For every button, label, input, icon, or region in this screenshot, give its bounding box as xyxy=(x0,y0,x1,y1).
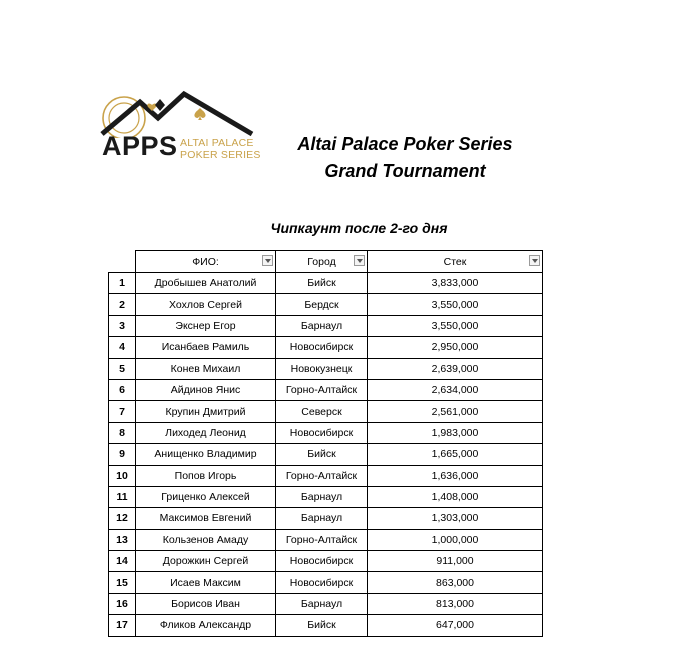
table-row xyxy=(109,529,543,550)
rank-cell: 17 xyxy=(109,615,136,636)
name-cell: Дорожкин Сергей xyxy=(136,551,276,572)
table-row xyxy=(109,486,543,507)
city-cell: Новокузнецк xyxy=(276,358,368,379)
stack-cell: 911,000 xyxy=(368,551,543,572)
logo-line2-text: POKER SERIES xyxy=(180,149,261,161)
rank-cell: 5 xyxy=(109,358,136,379)
header-name-cell xyxy=(136,251,276,273)
city-cell: Бийск xyxy=(276,615,368,636)
name-cell: Максимов Евгений xyxy=(136,508,276,529)
city-cell: Бердск xyxy=(276,294,368,315)
table-row xyxy=(109,551,543,572)
table-row xyxy=(109,294,543,315)
header-row xyxy=(109,251,543,273)
table-row xyxy=(109,465,543,486)
name-cell: Фликов Александр xyxy=(136,615,276,636)
stack-cell: 1,983,000 xyxy=(368,422,543,443)
table-row xyxy=(109,337,543,358)
rank-cell: 7 xyxy=(109,401,136,422)
stack-cell: 1,303,000 xyxy=(368,508,543,529)
stack-cell: 3,550,000 xyxy=(368,294,543,315)
name-cell: Попов Игорь xyxy=(136,465,276,486)
city-cell: Горно-Алтайск xyxy=(276,379,368,400)
header-name-label: ФИО: xyxy=(192,255,219,268)
dropdown-arrow-icon[interactable] xyxy=(354,255,365,266)
stack-cell: 1,665,000 xyxy=(368,444,543,465)
title-line1: Altai Palace Poker Series xyxy=(297,134,513,154)
chipcount-table xyxy=(108,250,543,637)
city-cell: Барнаул xyxy=(276,508,368,529)
table-row xyxy=(109,572,543,593)
stack-cell: 2,634,000 xyxy=(368,379,543,400)
stack-cell: 3,833,000 xyxy=(368,273,543,294)
table-row xyxy=(109,615,543,636)
header-stack-label: Стек xyxy=(443,255,467,268)
city-cell: Бийск xyxy=(276,444,368,465)
table-row xyxy=(109,508,543,529)
header-city-cell xyxy=(276,251,368,273)
rank-cell: 6 xyxy=(109,379,136,400)
rank-cell: 1 xyxy=(109,273,136,294)
city-cell: Барнаул xyxy=(276,315,368,336)
city-cell: Новосибирск xyxy=(276,551,368,572)
rank-cell: 8 xyxy=(109,422,136,443)
name-cell: Исанбаев Рамиль xyxy=(136,337,276,358)
city-cell: Бийск xyxy=(276,273,368,294)
dropdown-arrow-icon[interactable] xyxy=(529,255,540,266)
name-cell: Конев Михаил xyxy=(136,358,276,379)
rank-cell: 2 xyxy=(109,294,136,315)
name-cell: Борисов Иван xyxy=(136,593,276,614)
name-cell: Анищенко Владимир xyxy=(136,444,276,465)
stack-cell: 2,950,000 xyxy=(368,337,543,358)
table-row xyxy=(109,273,543,294)
name-cell: Гриценко Алексей xyxy=(136,486,276,507)
dropdown-arrow-icon[interactable] xyxy=(262,255,273,266)
stack-cell: 1,636,000 xyxy=(368,465,543,486)
name-cell: Дробышев Анатолий xyxy=(136,273,276,294)
subtitle: Чипкаунт после 2-го дня xyxy=(270,220,448,236)
logo-brand-text: APPS xyxy=(102,131,178,161)
rank-cell: 16 xyxy=(109,593,136,614)
rank-cell: 15 xyxy=(109,572,136,593)
city-cell: Барнаул xyxy=(276,486,368,507)
logo-line1-text: ALTAI PALACE xyxy=(180,137,254,149)
city-cell: Новосибирск xyxy=(276,572,368,593)
rank-cell: 10 xyxy=(109,465,136,486)
name-cell: Экснер Егор xyxy=(136,315,276,336)
stack-cell: 2,639,000 xyxy=(368,358,543,379)
name-cell: Айдинов Янис xyxy=(136,379,276,400)
table-row xyxy=(109,358,543,379)
rank-cell: 3 xyxy=(109,315,136,336)
table-row xyxy=(109,379,543,400)
table-row xyxy=(109,315,543,336)
city-cell: Новосибирск xyxy=(276,422,368,443)
name-cell: Хохлов Сергей xyxy=(136,294,276,315)
apps-logo xyxy=(100,88,260,168)
stack-cell: 863,000 xyxy=(368,572,543,593)
stack-cell: 1,000,000 xyxy=(368,529,543,550)
header-stack-cell xyxy=(368,251,543,273)
city-cell: Барнаул xyxy=(276,593,368,614)
table-row xyxy=(109,422,543,443)
rank-cell: 13 xyxy=(109,529,136,550)
header-city-label: Город xyxy=(307,255,336,268)
rank-cell: 14 xyxy=(109,551,136,572)
stack-cell: 2,561,000 xyxy=(368,401,543,422)
stack-cell: 813,000 xyxy=(368,593,543,614)
name-cell: Исаев Максим xyxy=(136,572,276,593)
rank-cell: 12 xyxy=(109,508,136,529)
name-cell: Кользенов Амаду xyxy=(136,529,276,550)
stack-cell: 1,408,000 xyxy=(368,486,543,507)
stack-cell: 3,550,000 xyxy=(368,315,543,336)
header-number-cell xyxy=(109,251,136,273)
name-cell: Крупин Дмитрий xyxy=(136,401,276,422)
table-row xyxy=(109,401,543,422)
city-cell: Горно-Алтайск xyxy=(276,465,368,486)
name-cell: Лиходед Леонид xyxy=(136,422,276,443)
rank-cell: 11 xyxy=(109,486,136,507)
table-row xyxy=(109,444,543,465)
city-cell: Горно-Алтайск xyxy=(276,529,368,550)
table-row xyxy=(109,593,543,614)
city-cell: Северск xyxy=(276,401,368,422)
rank-cell: 9 xyxy=(109,444,136,465)
city-cell: Новосибирск xyxy=(276,337,368,358)
rank-cell: 4 xyxy=(109,337,136,358)
title-line2: Grand Tournament xyxy=(324,161,486,181)
stack-cell: 647,000 xyxy=(368,615,543,636)
